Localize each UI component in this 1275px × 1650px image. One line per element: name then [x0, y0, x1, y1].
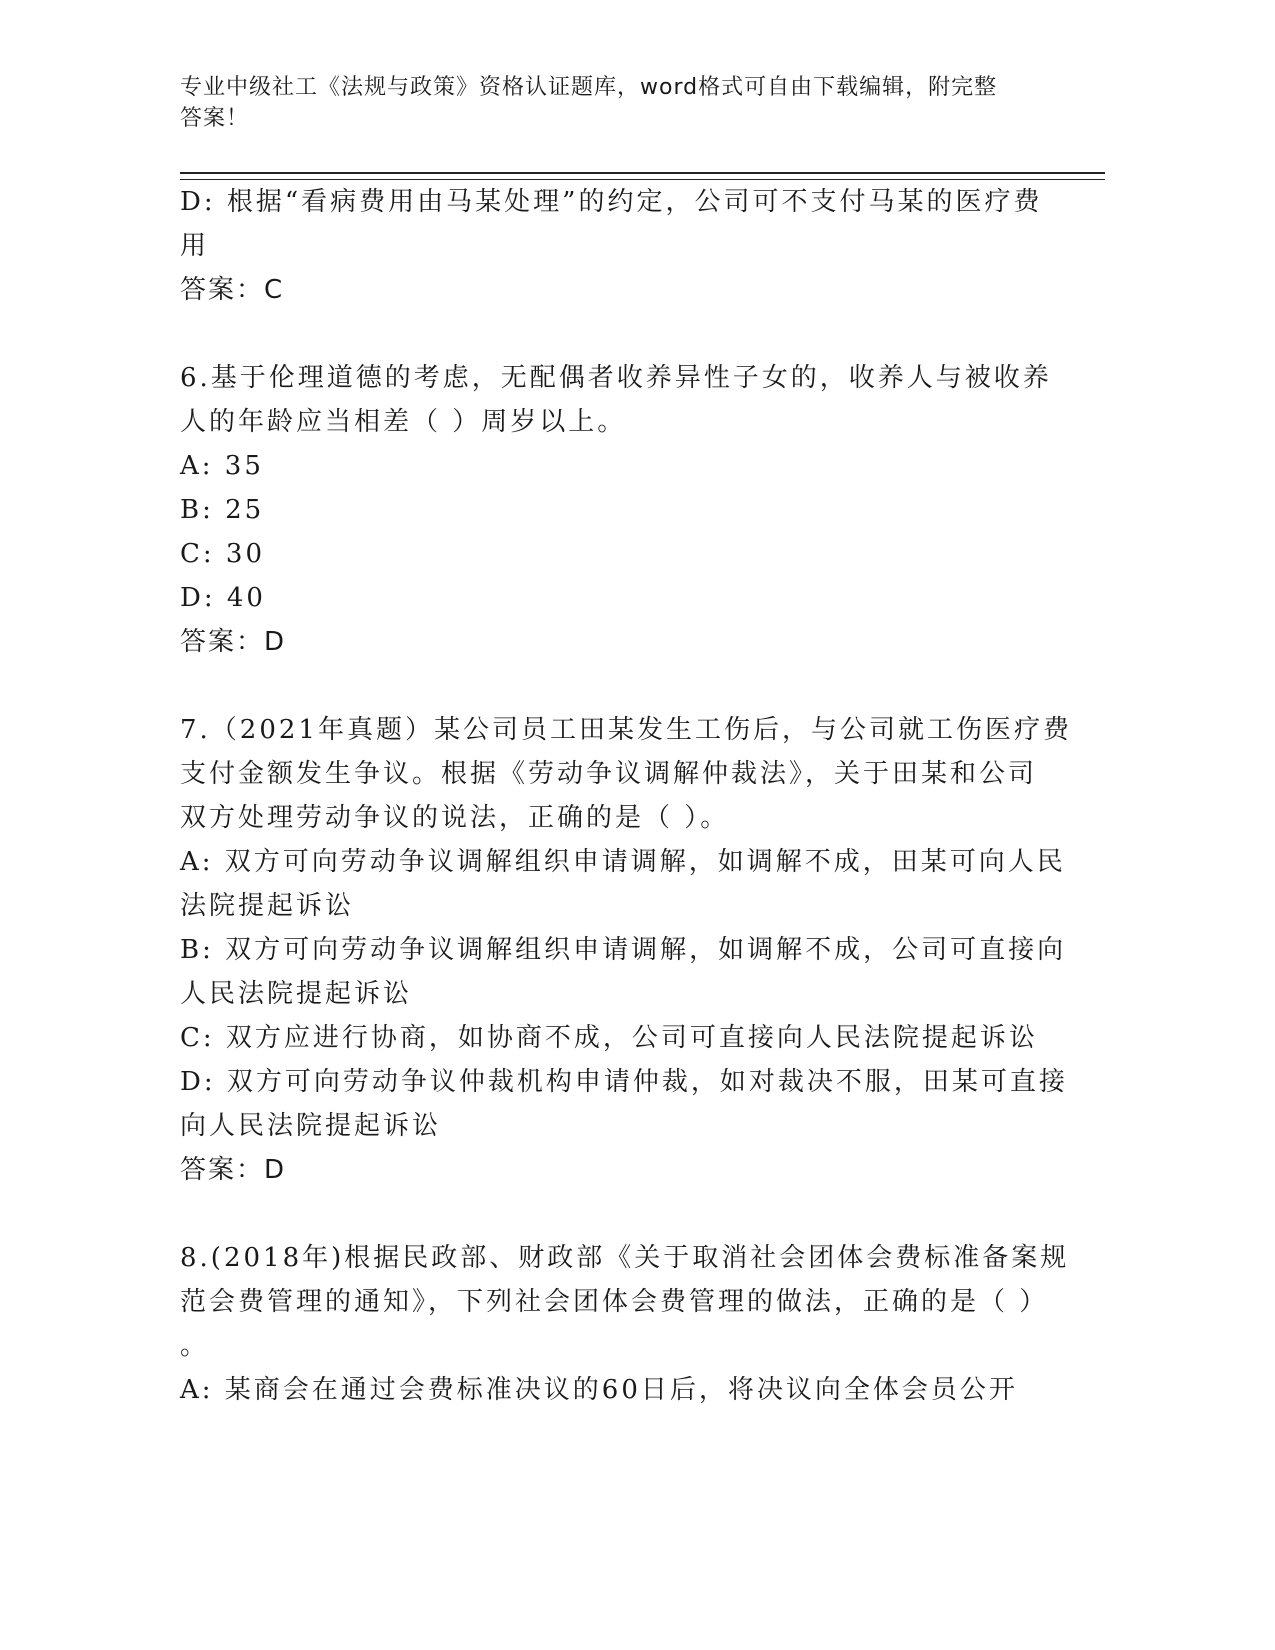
q7-answer: 答案：D — [180, 1155, 287, 1185]
q6-option-c: C: 30 — [180, 539, 266, 569]
q8-stem-line-1: 8.(2018年)根据民政部、财政部《关于取消社会团体会费标准备案规 — [180, 1243, 1070, 1273]
q5-option-d-line-2: 用 — [180, 231, 210, 261]
q7-option-d-line-2: 向人民法院提起诉讼 — [180, 1111, 442, 1141]
question-8 — [180, 1236, 1070, 1412]
q7-option-a-line-1: A: 双方可向劳动争议调解组织申请调解，如调解不成，田某可向人民 — [180, 847, 1066, 877]
question-list — [180, 180, 1072, 1412]
q7-option-c: C: 双方应进行协商，如协商不成，公司可直接向人民法院提起诉讼 — [180, 1023, 1038, 1053]
header-divider — [180, 172, 1105, 180]
spacer — [180, 1192, 1050, 1236]
spacer — [180, 312, 1050, 356]
header-title-line-1: 专业中级社工《法规与政策》资格认证题库，word格式可自由下载编辑，附完整 — [180, 75, 998, 100]
question-6 — [180, 356, 1050, 664]
q7-option-a-line-2: 法院提起诉讼 — [180, 891, 355, 921]
q6-stem-line-1: 6.基于伦理道德的考虑，无配偶者收养异性子女的，收养人与被收养 — [180, 363, 1052, 393]
q7-stem-line-1: 7.（2021年真题）某公司员工田某发生工伤后，与公司就工伤医疗费 — [180, 715, 1072, 745]
q6-option-b: B: 25 — [180, 495, 265, 525]
q6-stem-line-2: 人的年龄应当相差（ ）周岁以上。 — [180, 407, 627, 437]
q7-option-b-line-1: B: 双方可向劳动争议调解组织申请调解，如调解不成，公司可直接向 — [180, 935, 1067, 965]
question-5-tail — [180, 180, 1050, 312]
q5-option-d-line-1: D: 根据“看病费用由马某处理”的约定，公司可不支付马某的医疗费 — [180, 187, 1043, 217]
q8-stem-line-3: 。 — [180, 1331, 210, 1361]
q6-option-d: D: 40 — [180, 583, 266, 613]
q7-stem-line-2: 支付金额发生争议。根据《劳动争议调解仲裁法》，关于田某和公司 — [180, 759, 1038, 789]
q6-answer: 答案：D — [180, 627, 287, 657]
q7-option-d-line-1: D: 双方可向劳动争议仲裁机构申请仲裁，如对裁决不服，田某可直接 — [180, 1067, 1068, 1097]
q7-option-b-line-2: 人民法院提起诉讼 — [180, 979, 413, 1009]
q6-option-a: A: 35 — [180, 451, 264, 481]
q8-stem-line-2: 范会费管理的通知》，下列社会团体会费管理的做法，正确的是（ ） — [180, 1287, 1049, 1317]
spacer — [180, 664, 1050, 708]
document-header — [180, 72, 1050, 134]
q5-answer: 答案：C — [180, 275, 285, 305]
question-7 — [180, 708, 1072, 1192]
q8-option-a: A: 某商会在通过会费标准决议的60日后，将决议向全体会员公开 — [180, 1375, 1018, 1405]
header-title-line-2: 答案！ — [180, 106, 250, 131]
q7-stem-line-3: 双方处理劳动争议的说法，正确的是（ ）。 — [180, 803, 730, 833]
